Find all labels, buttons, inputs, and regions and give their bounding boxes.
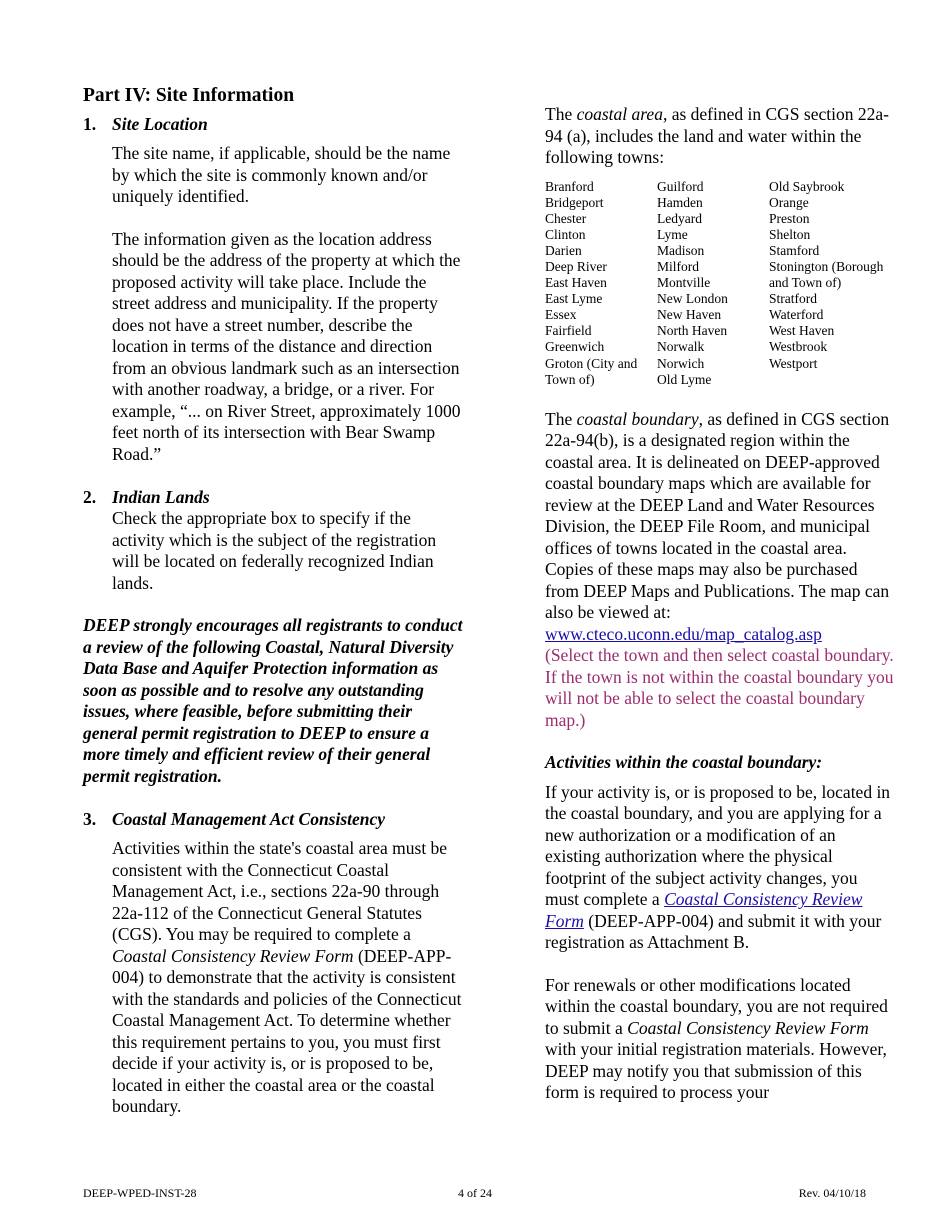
text-run: The [545, 104, 577, 124]
town-name: Montville [657, 275, 711, 291]
section-number: 2. [83, 487, 97, 507]
text-run: , as defined in CGS section 22a-94(b), is a designated region within the coastal area. It is delineated on DEEP-approved coastal boundary maps which are available for review at the DEEP Land and Water Resources Division, the DEEP File Room, and municipal offices of towns located in the coastal area. Copies of these maps may also be purchased from DEEP Maps and Publications. The map can also be viewed at: [545, 408, 890, 623]
town-name: Westport [769, 355, 818, 371]
town-name: Waterford [769, 307, 824, 323]
town-name: Clinton [545, 226, 586, 242]
town-name: New Haven [657, 307, 722, 323]
coastal-area-intro [545, 104, 895, 169]
text-run: The [545, 408, 577, 429]
towns-column-2 [657, 179, 769, 388]
town-name: East Lyme [545, 291, 603, 307]
text-run: with your initial registration materials. However, DEEP may notify you that submission of this form is required to process your [545, 1039, 887, 1103]
left-column [83, 84, 466, 1118]
town-name: Chester [545, 210, 587, 226]
part-heading: Part IV: Site Information [83, 85, 295, 106]
town-name: Old Saybrook [769, 178, 845, 194]
text-run: (DEEP-APP-004) and submit it with your registration as Attachment B. [545, 910, 882, 953]
town-name: New London [657, 291, 728, 307]
town-name: Preston [769, 210, 810, 226]
activities-paragraph-1 [545, 782, 895, 954]
indian-lands-paragraph: Check the appropriate box to specify if the activity which is the subject of the registration will be located on federally recognized Indian lands. [112, 508, 437, 593]
town-name: Old Lyme [657, 371, 712, 387]
defined-term: coastal boundary [576, 408, 699, 429]
town-name: Lyme [657, 226, 688, 242]
activities-heading: Activities within the coastal boundary: [545, 752, 823, 773]
section-title: Indian Lands [112, 487, 210, 507]
town-name: Milford [657, 258, 699, 274]
coastal-management-paragraph [112, 838, 466, 1118]
text-run: If your activity is, or is proposed to be, located in the coastal boundary, and you are applying for a new authorization or a modification of an existing authorization where the physical footprint of the subject activity changes, you must complete a [545, 781, 891, 910]
town-name: Stonington (Borough and Town of) [769, 258, 884, 291]
map-catalog-link[interactable]: www.cteco.uconn.edu/map_catalog.asp [545, 623, 822, 644]
towns-column-1 [545, 179, 657, 388]
town-name: Norwalk [657, 339, 705, 355]
text-run: (DEEP-APP-004) to demonstrate that the activity is consistent with the standards and policies of the Connecticut Coastal Management Act. To determine whether this requirement pertains to you, you must first decide if your activity is, or is proposed to be, located in either the coastal area or the coastal boundary. [112, 945, 462, 1116]
text-run: , as defined in CGS section 22a-94 (a), includes the land and water within the following towns: [545, 104, 889, 167]
town-name: Madison [657, 242, 705, 258]
section-number: 3. [83, 809, 97, 829]
town-name: Fairfield [545, 323, 592, 339]
footer-page-number: 4 of 24 [458, 1186, 492, 1200]
town-name: Ledyard [657, 210, 702, 226]
town-name: Stamford [769, 242, 820, 258]
town-name: Darien [545, 242, 582, 258]
town-name: East Haven [545, 275, 607, 291]
town-name: Norwich [657, 355, 705, 371]
encouragement-notice: DEEP strongly encourages all registrants to conduct a review of the following Coastal, Natural Diversity Data Base and Aquifer Protection information as soon as possible and to resolve any outstanding issues, where feasible, before submitting their general permit registration to DEEP to ensure a more timely and efficient review of their general permit registration. [83, 615, 463, 786]
footer-doc-id: DEEP-WPED-INST-28 [83, 1186, 197, 1200]
form-name: Coastal Consistency Review Form [627, 1017, 869, 1038]
site-location-paragraph-2: The information given as the location address should be the address of the property at which the proposed activity will take place. Include the street address and municipality. If the property does not have a street number, describe the location in terms of the distance and direction from an obvious landmark such as an intersection with another roadway, a bridge, or a river. For example, “... on River Street, approximately 1000 feet north of its intersection with Bear Swamp Road.” [112, 228, 461, 464]
section-title: Coastal Management Act Consistency [112, 809, 386, 829]
town-name: West Haven [769, 323, 835, 339]
town-name: Essex [545, 307, 577, 323]
town-name: Guilford [657, 178, 704, 194]
town-name: Orange [769, 194, 809, 210]
section-title: Site Location [112, 114, 208, 134]
town-name: Hamden [657, 194, 703, 210]
section-coastal-management-heading [83, 808, 466, 830]
section-indian-lands-heading [83, 486, 466, 508]
town-name: Stratford [769, 291, 817, 307]
section-number: 1. [83, 114, 97, 134]
right-column [545, 104, 895, 1104]
town-name: Shelton [769, 226, 811, 242]
coastal-boundary-paragraph [545, 409, 895, 732]
coastal-towns-list [545, 179, 895, 388]
text-run: For renewals or other modifications located within the coastal boundary, you are not required to submit a [545, 974, 888, 1038]
text-run: Activities within the state's coastal area must be consistent with the Connecticut Coastal Management Act, i.e., sections 22a-90 through 22a-112 of the Connecticut General Statutes (CGS). You may be required to complete a [112, 838, 448, 944]
town-name: Groton (City and Town of) [545, 355, 638, 387]
coastal-boundary-note: (Select the town and then select coastal boundary. If the town is not within the coastal boundary you will not be able to select the coastal boundary map.) [545, 645, 894, 730]
town-name: Westbrook [769, 339, 828, 355]
coastal-consistency-form-link[interactable]: Coastal Consistency Review Form [545, 889, 863, 931]
form-name: Coastal Consistency Review Form [112, 945, 354, 966]
town-name: Bridgeport [545, 194, 604, 210]
activities-paragraph-2 [545, 975, 895, 1104]
section-site-location-heading [83, 113, 466, 135]
footer-revision: Rev. 04/10/18 [798, 1186, 866, 1200]
town-name: North Haven [657, 323, 728, 339]
site-location-paragraph-1: The site name, if applicable, should be the name by which the site is commonly known and/or uniquely identified. [112, 143, 451, 206]
town-name: Greenwich [545, 339, 605, 355]
defined-term: coastal area [576, 104, 663, 124]
town-name: Deep River [545, 258, 607, 274]
town-name: Branford [545, 178, 594, 194]
towns-column-3 [769, 179, 899, 388]
